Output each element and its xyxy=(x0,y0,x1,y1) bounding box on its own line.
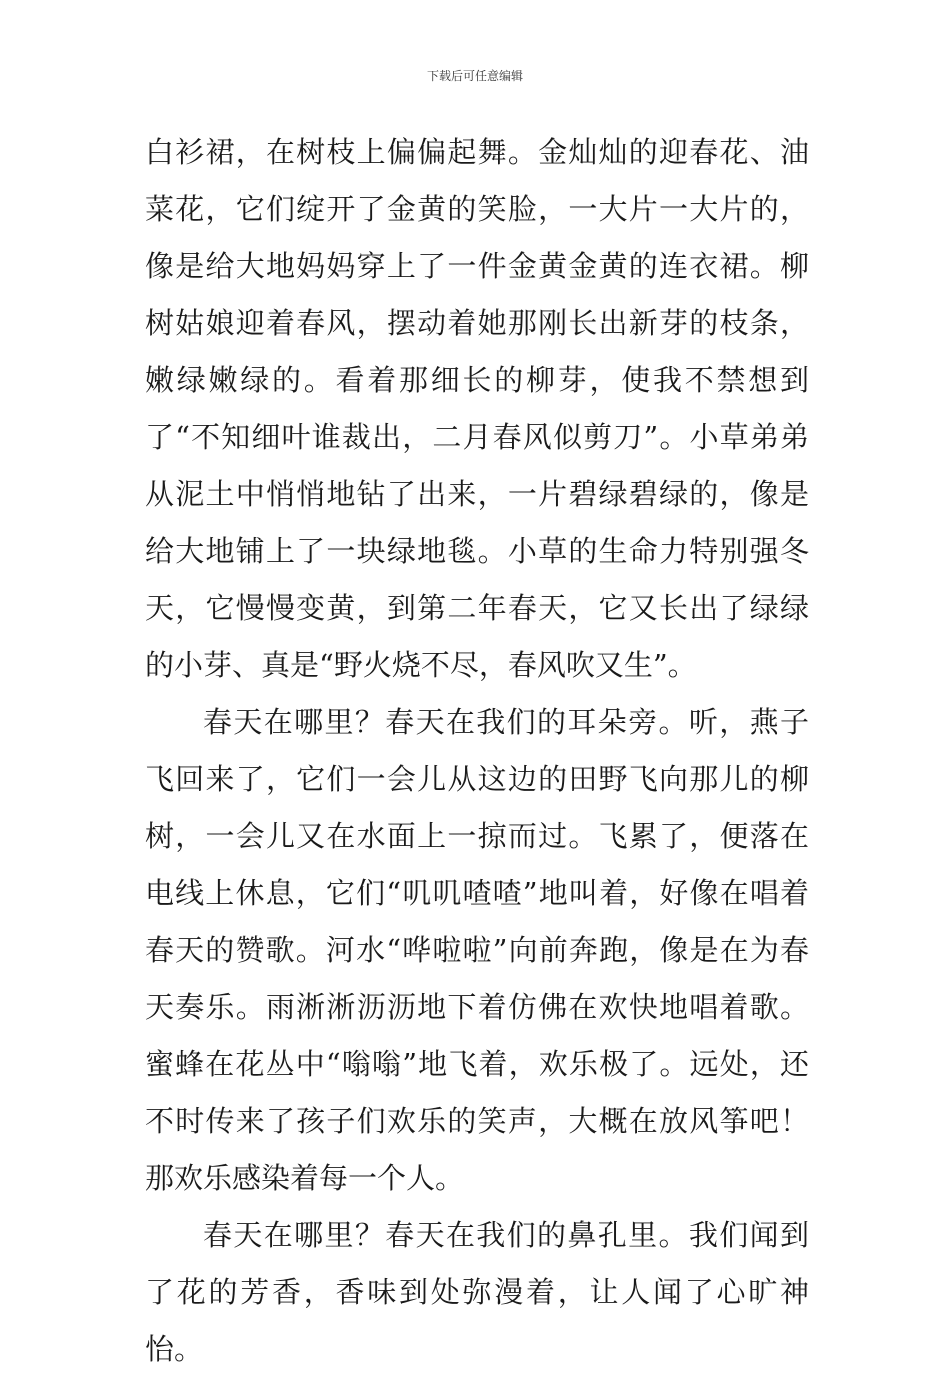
paragraph-3: 春天在哪里？春天在我们的鼻孔里。我们闻到了花的芳香，香味到处弥漫着，让人闻了心旷神怡。 xyxy=(145,1218,809,1366)
paragraph-1: 白衫裙，在树枝上偏偏起舞。金灿灿的迎春花、油菜花，它们绽开了金黄的笑脸，一大片一大片的，像是给大地妈妈穿上了一件金黄金黄的连衣裙。柳树姑娘迎着春风，摆动着她那刚长出新芽的枝条，嫩绿嫩绿的。看着那细长的柳芽，使我不禁想到了“不知细叶谁裁出，二月春风似剪刀”。小草弟弟从泥土中悄悄地钻了出来，一片碧绿碧绿的，像是给大地铺上了一块绿地毯。小草的生命力特别强冬天，它慢慢变黄，到第二年春天，它又长出了绿绿的小芽、真是“野火烧不尽，春风吹又生”。 xyxy=(145,135,809,682)
paragraph-2: 春天在哪里？春天在我们的耳朵旁。听，燕子飞回来了，它们一会儿从这边的田野飞向那儿的柳树，一会儿又在水面上一掠而过。飞累了，便落在电线上休息，它们“叽叽喳喳”地叫着，好像在唱着春天的赞歌。河水“哗啦啦”向前奔跑，像是在为春天奏乐。雨淅淅沥沥地下着仿佛在欢快地唱着歌。蜜蜂在花丛中“嗡嗡”地飞着，欢乐极了。远处，还不时传来了孩子们欢乐的笑声，大概在放风筝吧！那欢乐感染着每一个人。 xyxy=(145,705,809,1195)
page-header: 下载后可任意编辑 xyxy=(426,69,523,83)
body-text xyxy=(145,124,809,1378)
